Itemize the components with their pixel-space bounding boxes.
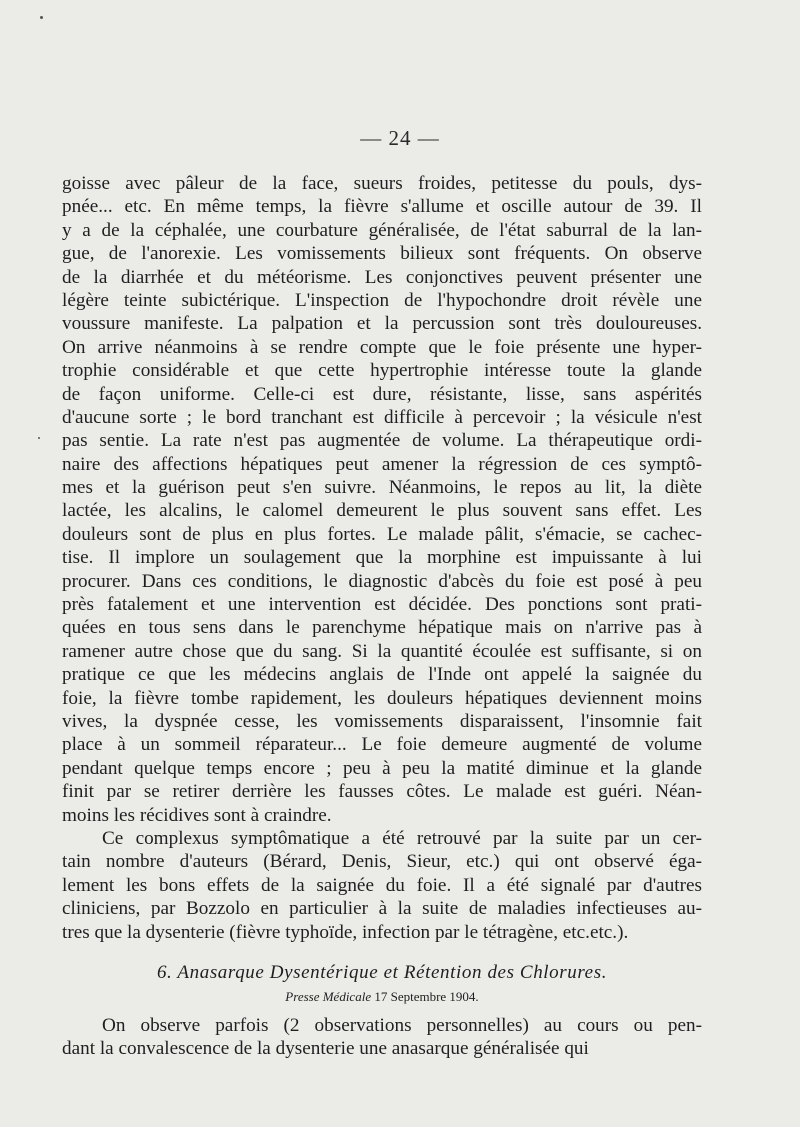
- text-line: Ce complexus symptômatique a été retrouvé par la suite par un cer-: [102, 827, 702, 849]
- text-line: tain nombre d'auteurs (Bérard, Denis, Sieur, etc.) qui ont observé éga-: [62, 851, 702, 873]
- text-line: tres que la dysenterie (fièvre typhoïde, infection par le tétragène, etc.etc.).: [62, 921, 629, 943]
- text-line: naire des affections hépatiques peut amener la régression de ces symptô-: [62, 453, 702, 475]
- source-journal: Presse Médicale: [285, 989, 372, 1004]
- text-line: pendant quelque temps encore ; peu à peu la matité diminue et la glande: [62, 757, 702, 779]
- text-line: près fatalement et une intervention est décidée. Des ponctions sont prati-: [62, 594, 702, 616]
- text-line: moins les récidives sont à craindre.: [62, 804, 332, 826]
- text-line: lement les bons effets de la saignée du foie. Il a été signalé par d'autres: [62, 874, 702, 896]
- section: [62, 960, 702, 1061]
- text-line: goisse avec pâleur de la face, sueurs froides, petitesse du pouls, dys-: [62, 173, 702, 194]
- text-line: foie, la fièvre tombe rapidement, les douleurs hépatiques deviennent moins: [62, 687, 702, 709]
- text-line: de la diarrhée et du météorisme. Les conjonctives peuvent présenter une: [62, 266, 702, 288]
- text-line: dant la convalescence de la dysenterie une anasarque généralisée qui: [62, 1038, 589, 1060]
- text-line: gue, de l'anorexie. Les vomissements bilieux sont fréquents. On observe: [62, 243, 702, 265]
- section-source: [62, 986, 702, 1008]
- text-line: pas sentie. La rate n'est pas augmentée de volume. La thérapeutique ordi-: [62, 430, 702, 452]
- text-line: y a de la céphalée, une courbature généralisée, de l'état saburral de la lan-: [62, 219, 702, 241]
- text-line: place à un sommeil réparateur... Le foie demeure augmenté de volume: [62, 734, 702, 756]
- text-line: trophie considérable et que cette hypertrophie intéresse toute la glande: [62, 360, 702, 382]
- text-line: cliniciens, par Bozzolo en particulier à la suite de maladies infectieuses au-: [62, 898, 702, 920]
- paragraph-2: [62, 827, 702, 944]
- text-line: On observe parfois (2 observations personnelles) au cours ou pen-: [102, 1015, 702, 1036]
- text-line: pnée... etc. En même temps, la fièvre s'allume et oscille autour de 39. Il: [62, 196, 702, 218]
- paper-speck: [40, 16, 43, 19]
- text-line: vives, la dyspnée cesse, les vomissements disparaissent, l'insomnie fait: [62, 710, 702, 732]
- text-line: procurer. Dans ces conditions, le diagnostic d'abcès du foie est posé à peu: [62, 570, 702, 592]
- text-line: voussure manifeste. La palpation et la percussion sont très douloureuses.: [62, 313, 702, 335]
- paper-speck: [38, 437, 40, 439]
- page-number: — 24 —: [360, 126, 440, 150]
- section-paragraph: [62, 1014, 702, 1061]
- text-line: pratique ce que les médecins anglais de l'Inde ont appelé la saignée du: [62, 664, 702, 686]
- text-line: douleurs sont de plus en plus fortes. Le malade pâlit, s'émacie, se cachec-: [62, 523, 702, 545]
- text-line: On arrive néanmoins à se rendre compte que le foie présente une hyper-: [62, 336, 702, 358]
- text-line: lactée, les alcalins, le calomel demeurent le plus souvent sans effet. Les: [62, 500, 702, 522]
- source-date: 17 Septembre 1904.: [374, 989, 479, 1004]
- body-text: [62, 172, 702, 944]
- paragraph-1: [62, 172, 702, 827]
- text-line: tise. Il implore un soulagement que la morphine est impuissante à lui: [62, 547, 702, 569]
- text-line: mes et la guérison peut s'en suivre. Néanmoins, le repos au lit, la diète: [62, 477, 702, 499]
- text-line: ramener autre chose que du sang. Si la quantité écoulée est suffisante, si on: [62, 640, 702, 662]
- text-line: quées en tous sens dans le parenchyme hépatique mais on n'arrive pas à: [62, 617, 702, 639]
- text-line: légère teinte subictérique. L'inspection de l'hypochondre droit révèle une: [62, 289, 702, 311]
- text-line: finit par se retirer derrière les fausses côtes. Le malade est guéri. Néan-: [62, 781, 702, 803]
- section-title: 6. Anasarque Dysentérique et Rétention des Chlorures.: [156, 962, 608, 983]
- text-line: de façon uniforme. Celle-ci est dure, résistante, lisse, sans aspérités: [62, 383, 702, 405]
- text-line: d'aucune sorte ; le bord tranchant est difficile à percevoir ; la vésicule n'est: [62, 406, 702, 428]
